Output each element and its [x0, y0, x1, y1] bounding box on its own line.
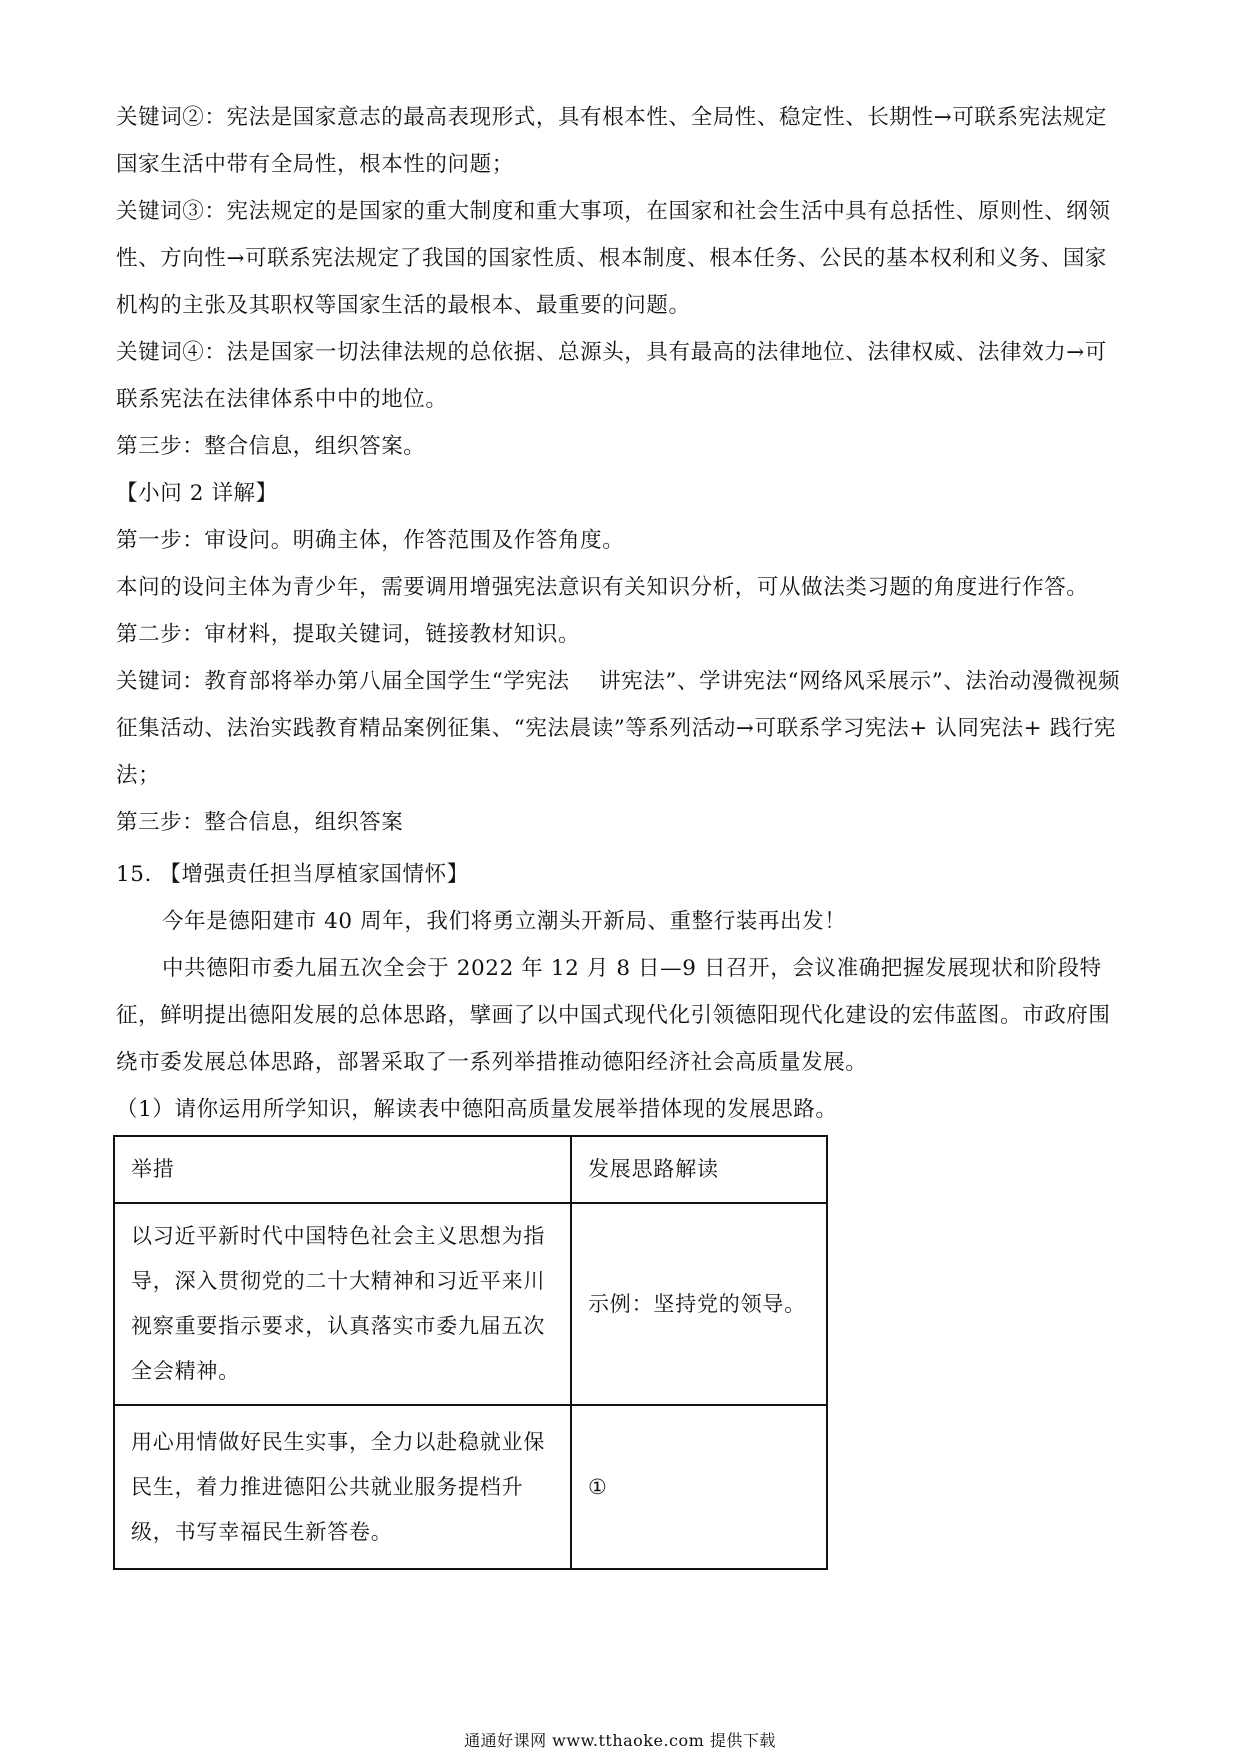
question-context-paragraph: 中共德阳市委九届五次全会于 2022 年 12 月 8 日—9 日召开，会议准确把握发展现状和阶段特征，鲜明提出德阳发展的总体思路，擘画了以中国式现代化引领德阳现代化建设的宏伟蓝图。市政府围绕市委发展总体思路，部署采取了一系列举措推动德阳经济社会高质量发展。	[116, 956, 1111, 1075]
table-cell: 以习近平新时代中国特色社会主义思想为指导，深入贯彻党的二十大精神和习近平来川视察重要指示要求，认真落实市委九届五次全会精神。	[114, 1203, 571, 1405]
table-header-cell: 发展思路解读	[571, 1136, 827, 1203]
analysis-section	[116, 94, 1128, 846]
step-1-paragraph: 第一步：审设问。明确主体，作答范围及作答角度。	[116, 528, 625, 553]
question-title: 15. 【增强责任担当厚植家国情怀】	[116, 862, 469, 887]
keyword-3-paragraph: 关键词③：宪法规定的是国家的重大制度和重大事项，在国家和社会生活中具有总括性、原则性、纲领性、方向性→可联系宪法规定了我国的国家性质、根本制度、根本任务、公民的基本权利和义务、国家机构的主张及其职权等国家生活的最根本、最重要的问题。	[116, 199, 1111, 318]
question-intro-paragraph: 今年是德阳建市 40 周年，我们将勇立潮头开新局、重整行装再出发！	[162, 909, 847, 934]
table-cell: 示例：坚持党的领导。	[571, 1203, 827, 1405]
table-header-row	[114, 1136, 827, 1203]
subject-paragraph: 本问的设问主体为青少年，需要调用增强宪法意识有关知识分析，可从做法类习题的角度进行作答。	[116, 575, 1089, 600]
table-header-cell: 举措	[114, 1136, 571, 1203]
table-row	[114, 1203, 827, 1405]
table-cell: 用心用情做好民生实事，全力以赴稳就业保民生，着力推进德阳公共就业服务提档升级，书写幸福民生新答卷。	[114, 1405, 571, 1569]
table-cell: ①	[571, 1405, 827, 1569]
step-3-paragraph: 第三步：整合信息，组织答案。	[116, 434, 426, 459]
keyword-4-paragraph: 关键词④：法是国家一切法律法规的总依据、总源头，具有最高的法律地位、法律权威、法律效力→可联系宪法在法律体系中中的地位。	[116, 340, 1108, 412]
keyword-2-paragraph: 关键词②：宪法是国家意志的最高表现形式，具有根本性、全局性、稳定性、长期性→可联系宪法规定国家生活中带有全局性，根本性的问题；	[116, 105, 1108, 177]
sub-question-1: （1）请你运用所学知识，解读表中德阳高质量发展举措体现的发展思路。	[116, 1097, 838, 1122]
measures-table	[113, 1135, 828, 1570]
step-2-paragraph: 第二步：审材料，提取关键词，链接教材知识。	[116, 622, 581, 647]
sub-question-2-heading: 【小问 2 详解】	[116, 481, 278, 506]
table-row	[114, 1405, 827, 1569]
keyword-paragraph: 关键词：教育部将举办第八届全国学生“学宪法 讲宪法”、学讲宪法“网络风采展示”、法治动漫微视频征集活动、法治实践教育精品案例征集、“宪法晨读”等系列活动→可联系学习宪法+ 认同宪法+ 践行宪法；	[116, 669, 1121, 788]
step-3-final-paragraph: 第三步：整合信息，组织答案	[116, 810, 404, 835]
page-footer: 通通好课网 www.tthaoke.com 提供下载	[464, 1731, 776, 1750]
question-15-section	[116, 851, 1128, 1133]
